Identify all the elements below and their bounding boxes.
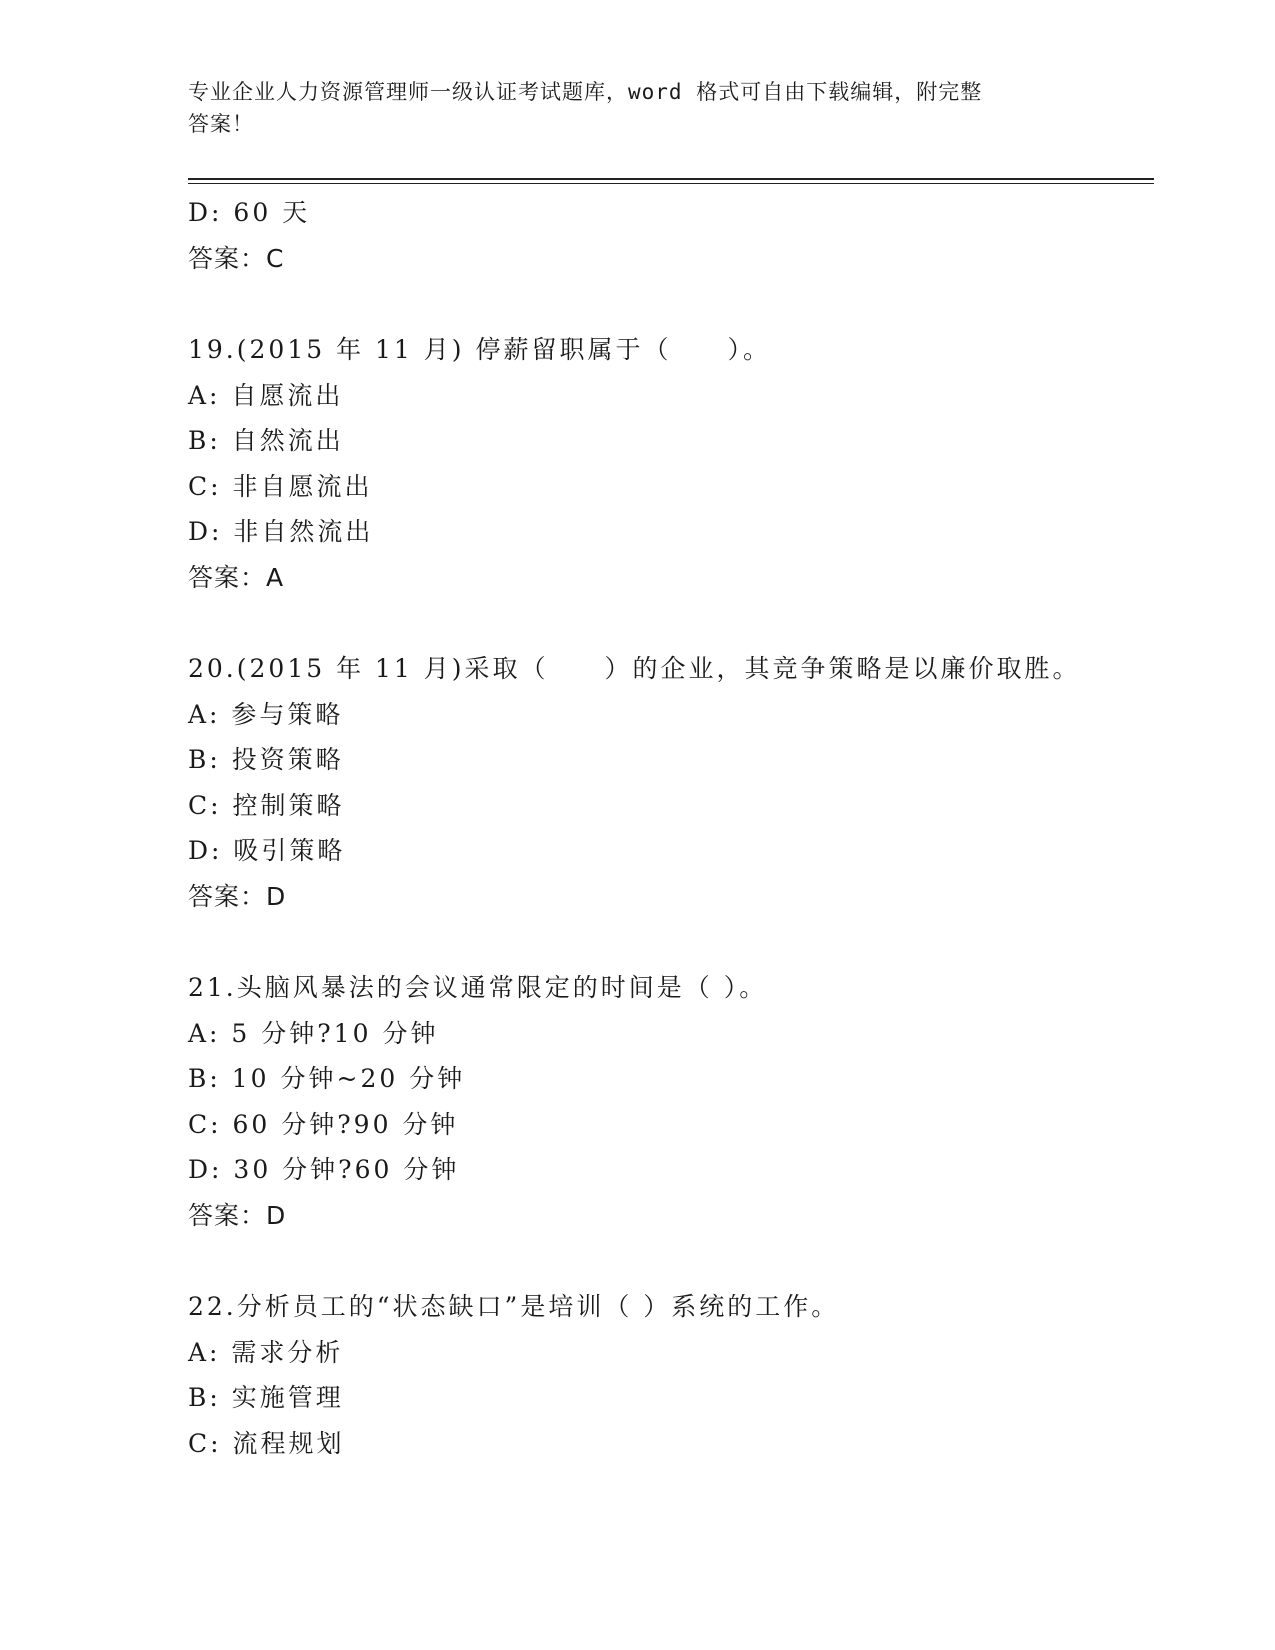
question-stem: 19.(2015 年 11 月) 停薪留职属于（ ）。 [188,335,771,364]
header-line-1: 专业企业人力资源管理师一级认证考试题库，word 格式可自由下载编辑，附完整 [188,80,983,104]
question-list [188,190,1154,1466]
header-divider-thick [188,178,1154,180]
option-c: C: 60 分钟?90 分钟 [188,1109,459,1139]
option-d: D: 非自然流出 [188,517,374,546]
spacer [188,281,1154,327]
option-b: B: 10 分钟~20 分钟 [188,1064,466,1093]
answer-line: 答案：C [188,243,285,273]
question-22 [188,1284,1154,1466]
header-line-2: 答案！ [188,112,254,136]
option-c: C: 非自愿流出 [188,471,373,501]
spacer [188,600,1154,646]
document-header [188,76,1068,140]
option-d: D: 30 分钟?60 分钟 [188,1155,460,1184]
option-b: B: 自然流出 [188,426,344,455]
option-b: B: 投资策略 [188,745,344,774]
answer-line: 答案：D [188,1200,287,1230]
question-previous [188,190,1154,281]
answer-line: 答案：D [188,881,287,911]
question-stem: 21.头脑风暴法的会议通常限定的时间是（ ）。 [188,973,768,1002]
option-c: C: 流程规划 [188,1428,345,1458]
spacer [188,919,1154,965]
option-d: D: 吸引策略 [188,836,346,865]
option-a: A: 自愿流出 [188,380,344,410]
question-19 [188,327,1154,600]
option-a: A: 参与策略 [188,699,344,729]
option-d: D: 60 天 [188,198,311,227]
question-21 [188,965,1154,1238]
option-b: B: 实施管理 [188,1383,344,1412]
option-c: C: 控制策略 [188,790,345,820]
question-20 [188,646,1154,919]
option-a: A: 需求分析 [188,1337,344,1367]
spacer [188,1238,1154,1284]
question-stem: 20.(2015 年 11 月)采取（ ）的企业，其竞争策略是以廉价取胜。 [188,654,1081,683]
option-a: A: 5 分钟?10 分钟 [188,1018,439,1048]
header-divider-thin [188,183,1154,184]
question-stem: 22.分析员工的“状态缺口”是培训（ ）系统的工作。 [188,1292,840,1321]
answer-line: 答案：A [188,562,285,592]
